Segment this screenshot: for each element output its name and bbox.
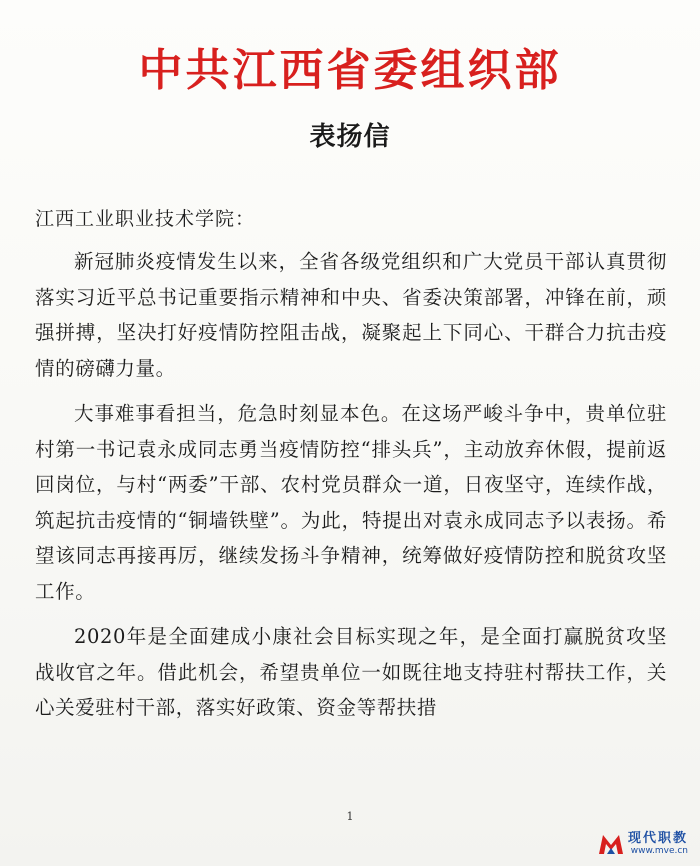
paragraph-1: 新冠肺炎疫情发生以来，全省各级党组织和广大党员干部认真贯彻落实习近平总书记重要指示精神和中央、省委决策部署，冲锋在前，顽强拼搏，坚决打好疫情防控阻击战，凝聚起上下同心、干群合力抗击疫情的磅礴力量。 [35,250,667,380]
watermark-chinese-text: 现代职教 [627,831,688,846]
watermark-logo-icon [598,832,624,856]
salutation: 江西工业职业技术学院： [35,208,256,230]
paragraph-2: 大事难事看担当，危急时刻显本色。在这场严峻斗争中，贵单位驻村第一书记袁永成同志勇当疫情防控“排头兵”，主动放弃休假，提前返回岗位，与村“两委”干部、农村党员群众一道，日夜坚守，连续作战，筑起抗击疫情的“铜墙铁壁”。为此，特提出对袁永成同志予以表扬。希望该同志再接再厉，继续发扬斗争精神，统筹做好疫情防控和脱贫攻坚工作。 [35,402,667,603]
paragraph-3: 2020年是全面建成小康社会目标实现之年，是全面打赢脱贫攻坚战收官之年。借此机会，希望贵单位一如既往地支持驻村帮扶工作，关心关爱驻村干部，落实好政策、资金等帮扶措 [35,625,667,719]
watermark-domain-text: www.mve.cn [630,846,688,856]
issuer-header: 中共江西省委组织部 [138,45,562,96]
page-number: 1 [346,810,354,823]
site-watermark [598,832,688,856]
letter-title: 表扬信 [309,122,391,152]
letter-body [35,244,667,726]
